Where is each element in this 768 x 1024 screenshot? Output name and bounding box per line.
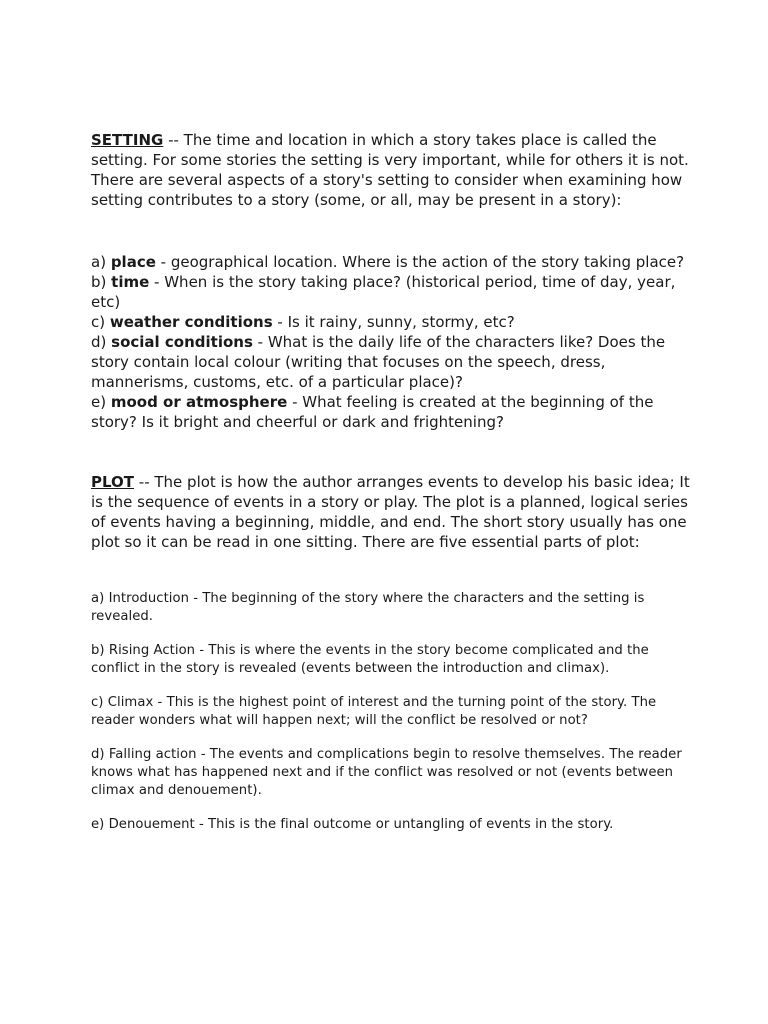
item-letter: b) <box>91 273 112 291</box>
item-term: weather conditions <box>109 313 273 331</box>
setting-aspect-item <box>91 312 691 332</box>
plot-parts-list <box>91 590 691 834</box>
setting-intro-text: -- The time and location in which a story takes place is called the setting. For some stories the setting is very important, while for others it is not. There are several aspects of a story's setting to consider when examining how setting contributes to a story (some, or all, may be present in a story): <box>91 131 689 209</box>
setting-intro-paragraph <box>91 130 691 210</box>
item-term: time <box>111 273 150 291</box>
setting-aspect-item <box>91 392 691 432</box>
plot-part-item: b) Rising Action - This is where the events in the story become complicated and the conflict in the story is revealed (events between the introduction and climax). <box>91 643 649 676</box>
plot-section <box>91 472 691 552</box>
plot-intro-paragraph <box>91 472 691 552</box>
plot-intro-text: -- The plot is how the author arranges events to develop his basic idea; It is the sequence of events in a story or play. The plot is a planned, logical series of events having a beginning, middle, and end. The short story usually has one plot so it can be read in one sitting. There are five essential parts of plot: <box>91 473 690 551</box>
item-letter: c) <box>91 313 110 331</box>
plot-part-item: a) Introduction - The beginning of the story where the characters and the setting is revealed. <box>91 591 645 624</box>
item-term: social conditions <box>111 333 253 351</box>
plot-part-item: e) Denouement - This is the final outcome or untangling of events in the story. <box>91 817 614 832</box>
document-page <box>91 130 691 850</box>
item-description: - geographical location. Where is the action of the story taking place? <box>155 253 685 271</box>
plot-heading: PLOT <box>91 473 135 491</box>
item-description: - When is the story taking place? (historical period, time of day, year, etc) <box>91 273 676 311</box>
setting-aspect-item <box>91 332 691 392</box>
item-letter: e) <box>91 393 111 411</box>
item-description: - What feeling is created at the beginning of the story? Is it bright and cheerful or dark and frightening? <box>91 393 654 431</box>
plot-part-item: d) Falling action - The events and complications begin to resolve themselves. The reader knows what has happened next and if the conflict was resolved or not (events between climax and denouement). <box>91 747 682 798</box>
item-term: mood or atmosphere <box>110 393 288 411</box>
item-description: - Is it rainy, sunny, stormy, etc? <box>272 313 515 331</box>
plot-part-item: c) Climax - This is the highest point of interest and the turning point of the story. The reader wonders what will happen next; will the conflict be resolved or not? <box>91 695 657 728</box>
setting-aspects-list <box>91 252 691 432</box>
item-description: - What is the daily life of the characters like? Does the story contain local colour (writing that focuses on the speech, dress, mannerisms, customs, etc. of a particular place)? <box>91 333 666 391</box>
setting-heading: SETTING <box>91 131 164 149</box>
item-letter: d) <box>91 333 112 351</box>
setting-aspect-item <box>91 252 691 272</box>
setting-aspect-item <box>91 272 691 312</box>
item-term: place <box>110 253 156 271</box>
item-letter: a) <box>91 253 111 271</box>
